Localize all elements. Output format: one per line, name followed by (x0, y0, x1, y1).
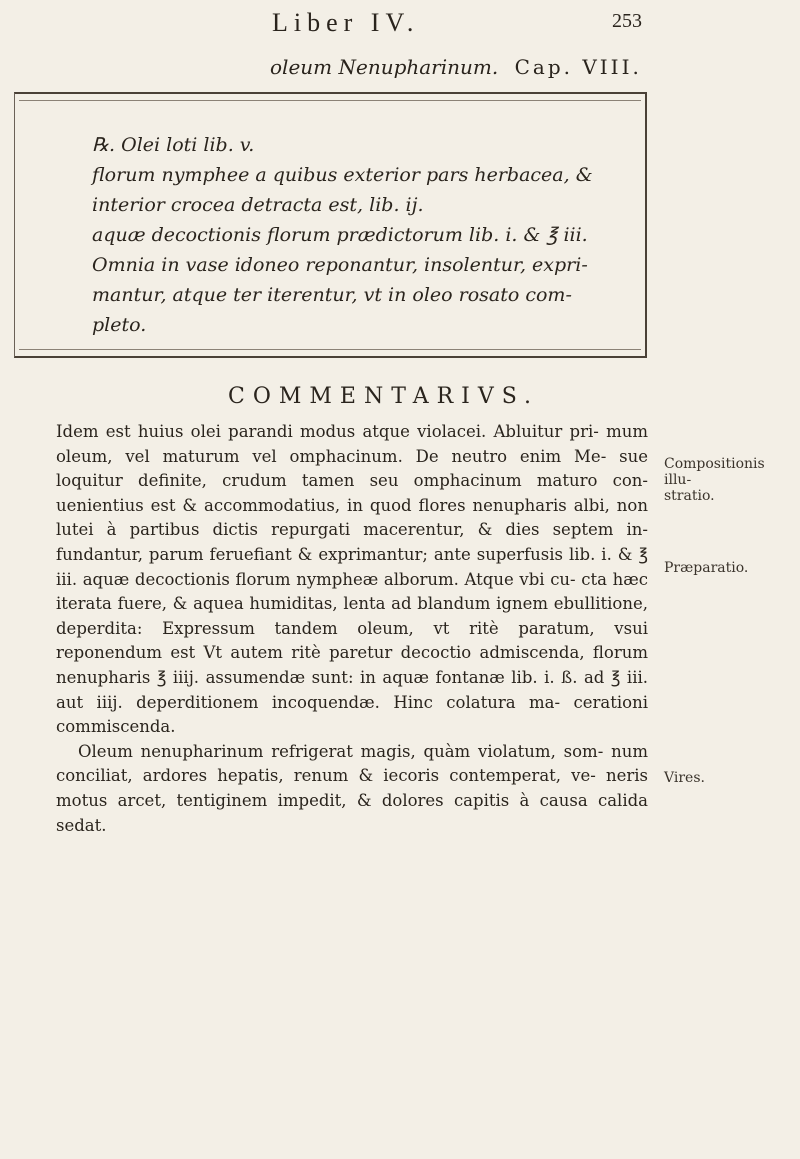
marginal-note-compositio: Compositionis illu- stratio. (664, 456, 765, 504)
running-head: Liber IV. (272, 8, 420, 37)
subhead-chapter: Cap. VIII. (514, 55, 642, 79)
commentary-paragraph: Oleum nenupharinum refrigerat magis, quàm violatum, som- num conciliat, ardores hepatis, renum & iecoris contemperat, ve- neris motus arcet, tentiginem impedit, & dolores capitis à causa calida sedat. (56, 741, 648, 835)
recipe-line: interior crocea detracta est, lib. ij. (92, 194, 424, 216)
commentary-paragraph: Idem est huius olei parandi modus atque violacei. Abluitur pri- mum oleum, vel maturum vel omphacinum. De neutro enim Me- sue loquitur definite, crudum tamen seu omphacinum maturo con- uenientius est & accommodatius, in quod flores nenupharis albi, non lutei à partibus dictis repurgati macerentur, & dies septem in- fundantur, parum feruefiant & exprimantur; ante superfusis lib. i. & ℥ iii. aquæ decoctionis florum nympheæ alborum. Atque vbi cu- cta hæc iterata fuere, & aquea humiditas, lenta ad blandum ignem ebullitione, deperdita: Expressum tandem oleum, vt ritè paratum, vsui reponendum est Vt autem ritè paretur decoctio admiscenda, florum nenupharis ℥ iiij. assumendæ sunt: in aquæ fontanæ lib. i. ß. ad ℥ iii. aut iiij. deperditionem incoquendæ. Hinc colatura ma- cerationi commiscenda. (56, 422, 648, 737)
recipe-line: mantur, atque ter iterentur, vt in oleo rosato com- (92, 284, 572, 306)
recipe-line: ℞. Olei loti lib. v. (92, 134, 255, 156)
subhead-title: oleum Nenupharinum. (270, 55, 499, 79)
recipe-line: aquæ decoctionis florum prædictorum lib. i. & ℥ iii. (92, 224, 588, 246)
recipe-line: Omnia in vase idoneo reponantur, insolentur, expri- (92, 254, 588, 276)
marginal-note-praeparatio: Præparatio. (664, 560, 749, 576)
recipe-line: florum nymphee a quibus exterior pars herbacea, & (92, 164, 593, 186)
recipe-block (92, 130, 622, 340)
chapter-subhead (270, 55, 642, 79)
commentary-body (56, 420, 648, 838)
page-number: 253 (612, 10, 642, 32)
marginal-note-vires: Vires. (664, 770, 705, 786)
commentary-title: COMMENTARIVS. (228, 384, 540, 409)
recipe-line: pleto. (92, 314, 147, 336)
